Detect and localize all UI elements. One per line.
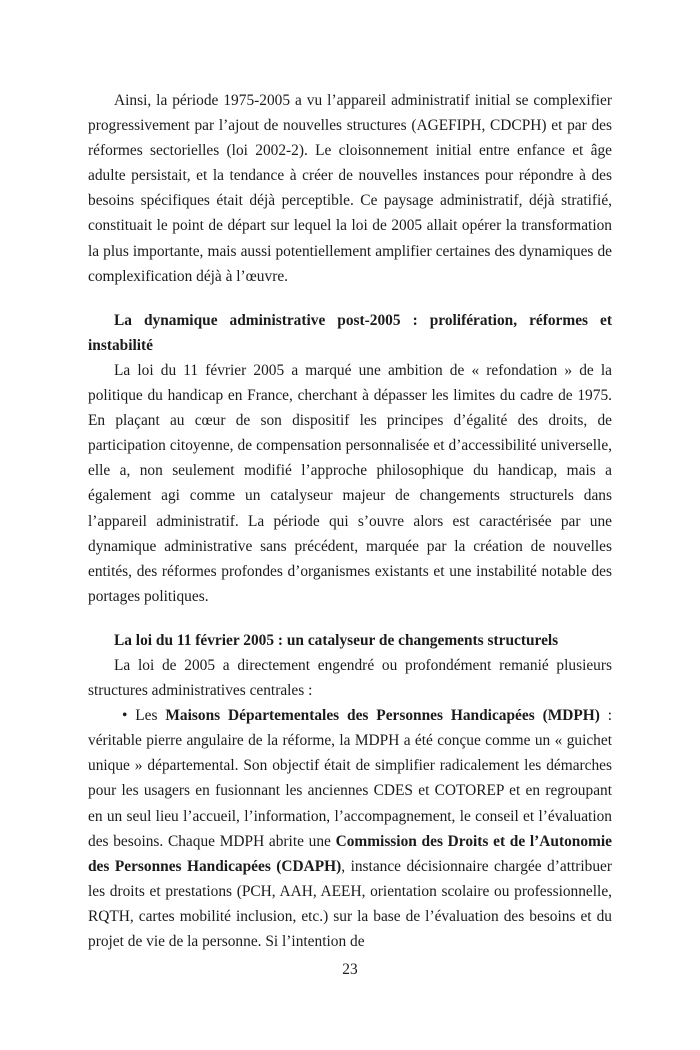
section-heading-2: La loi du 11 février 2005 : un catalyseur de changements structurels [114,631,559,649]
page-number: 23 [342,961,358,978]
section-heading-1: La dynamique administrative post-2005 : prolifération, réformes et instabilité [88,311,612,354]
body-paragraph-2: La loi du 11 février 2005 a marqué une ambition de « refondation » de la politique du handicap en France, cherchant à dépasser les limites du cadre de 1975. En plaçant au cœur de son dispositif les principes d’égalité des droits, de participation citoyenne, de compensation personnalisée et d’accessibilité universelle, elle a, non seulement modifié l’approche philosophique du handicap, mais a également agi comme un catalyseur majeur de changements structurels dans l’appareil administratif. La période qui s’ouvre alors est caractérisée par une dynamique administrative sans précédent, marquée par la création de nouvelles entités, des réformes profondes d’organismes existants et une instabilité notable des portages politiques. [88,361,612,605]
bullet-point-icon: • [122,707,128,725]
body-paragraph-3: La loi de 2005 a directement engendré ou profondément remanié plusieurs structures administratives centrales : [88,656,612,700]
bullet-run-3-bold-cdaph: Commission des Droits et de l’Autonomie des Personnes Handicapées (CDAPH) [88,832,612,875]
body-paragraph-1: Ainsi, la période 1975-2005 a vu l’appareil administratif initial se complexifier progressivement par l’ajout de nouvelles structures (AGEFIPH, CDCPH) et par des réformes sectorielles (loi 2002-2). Le cloisonnement initial entre enfance et âge adulte persistait, et la tendance à créer de nouvelles instances pour répondre à des besoins spécifiques était déjà perceptible. Ce paysage administratif, déjà stratifié, constituait le point de départ sur lequel la loi de 2005 allait opérer la transformation la plus importante, mais aussi potentiellement amplifier certaines des dynamiques de complexification déjà à l’œuvre. [88,92,612,285]
bullet-run-4: , instance décisionnaire chargée d’attribuer les droits et prestations (PCH, AAH, AEEH, orientation scolaire ou professionnelle, RQTH, cartes mobilité inclusion, etc.) sur la base de l’évaluation des besoins et du projet de vie de la personne. Si l’intention de [88,857,612,950]
bullet-run-0: Les [127,707,166,725]
bullet-item-mdph [88,703,612,954]
bullet-run-1-bold-mdph: Maisons Départementales des Personnes Handicapées (MDPH) [165,707,600,725]
bullet-run-2: : véritable pierre angulaire de la réforme, la MDPH a été conçue comme un « guichet unique » départemental. Son objectif était de simplifier radicalement les démarches pour les usagers en fusionnant les anciennes CDES et COTOREP et en regroupant en un seul lieu l’accueil, l’information, l’accompagnement, le conseil et l’évaluation des besoins. Chaque MDPH abrite une [88,707,613,850]
page-content [88,88,612,954]
